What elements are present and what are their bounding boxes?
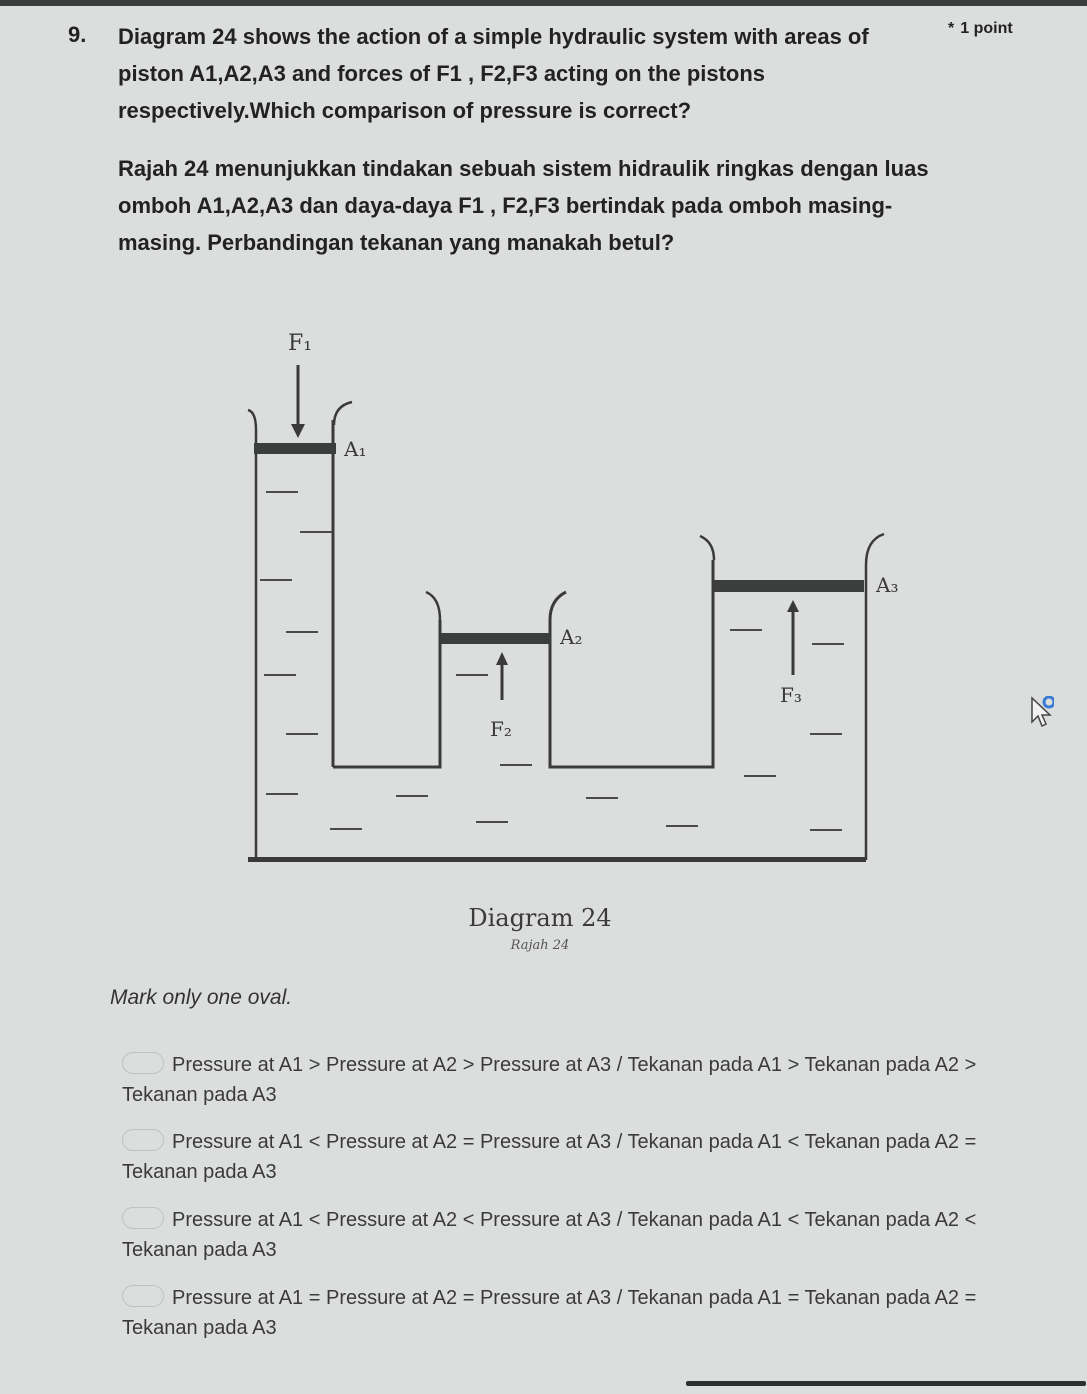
label-a3: A₃ <box>876 573 899 597</box>
radio-oval[interactable] <box>122 1129 164 1151</box>
question-text-malay: Rajah 24 menunjukkan tindakan sebuah sistem hidraulik ringkas dengan luas omboh A1,A2,A3 dan daya-daya F1 , F2,F3 bertindak pada omboh masing- masing. Perbandingan tekanan yang manakah betul? <box>118 156 929 255</box>
mouse-cursor-icon <box>1030 696 1054 728</box>
piston-a3 <box>714 580 864 592</box>
hydraulic-diagram-svg <box>230 320 910 870</box>
points-label: 1 point <box>960 20 1013 37</box>
piston-a1 <box>254 443 336 454</box>
question-text-english: Diagram 24 shows the action of a simple hydraulic system with areas of piston A1,A2,A3 and forces of F1 , F2,F3 acting on the pistons respectively.Which comparison of pressure is correct? <box>118 24 869 123</box>
label-f1: F₁ <box>288 331 313 356</box>
radio-oval[interactable] <box>122 1285 164 1307</box>
option-label: Pressure at A1 > Pressure at A2 > Pressure at A3 / Tekanan pada A1 > Tekanan pada A2 > Tekanan pada A3 <box>122 1054 977 1106</box>
label-a1: A₁ <box>344 437 367 461</box>
required-marker: * <box>948 20 955 37</box>
instruction-text: Mark only one oval. <box>110 986 293 1009</box>
radio-oval[interactable] <box>122 1052 164 1074</box>
label-f2: F₂ <box>490 717 512 741</box>
option-label: Pressure at A1 < Pressure at A2 < Pressure at A3 / Tekanan pada A1 < Tekanan pada A2 < Tekanan pada A3 <box>122 1209 977 1261</box>
bottom-progress-line <box>686 1381 1086 1386</box>
answer-option-1[interactable] <box>122 1050 982 1110</box>
hydraulic-diagram <box>230 320 910 870</box>
question-number: 9. <box>68 22 87 47</box>
radio-oval[interactable] <box>122 1207 164 1229</box>
piston-a2 <box>441 633 550 644</box>
answer-option-2[interactable] <box>122 1127 982 1187</box>
answer-option-4[interactable] <box>122 1283 982 1343</box>
points-indicator <box>948 20 1013 38</box>
diagram-caption: Diagram 24 <box>468 904 612 932</box>
answer-option-3[interactable] <box>122 1205 982 1265</box>
option-label: Pressure at A1 = Pressure at A2 = Pressure at A3 / Tekanan pada A1 = Tekanan pada A2 = Tekanan pada A3 <box>122 1287 977 1339</box>
top-divider <box>0 0 1087 6</box>
option-label: Pressure at A1 < Pressure at A2 = Pressure at A3 / Tekanan pada A1 < Tekanan pada A2 = Tekanan pada A3 <box>122 1131 977 1183</box>
diagram-caption-malay: Rajah 24 <box>510 938 570 953</box>
label-f3: F₃ <box>780 683 802 707</box>
label-a2: A₂ <box>560 625 583 649</box>
